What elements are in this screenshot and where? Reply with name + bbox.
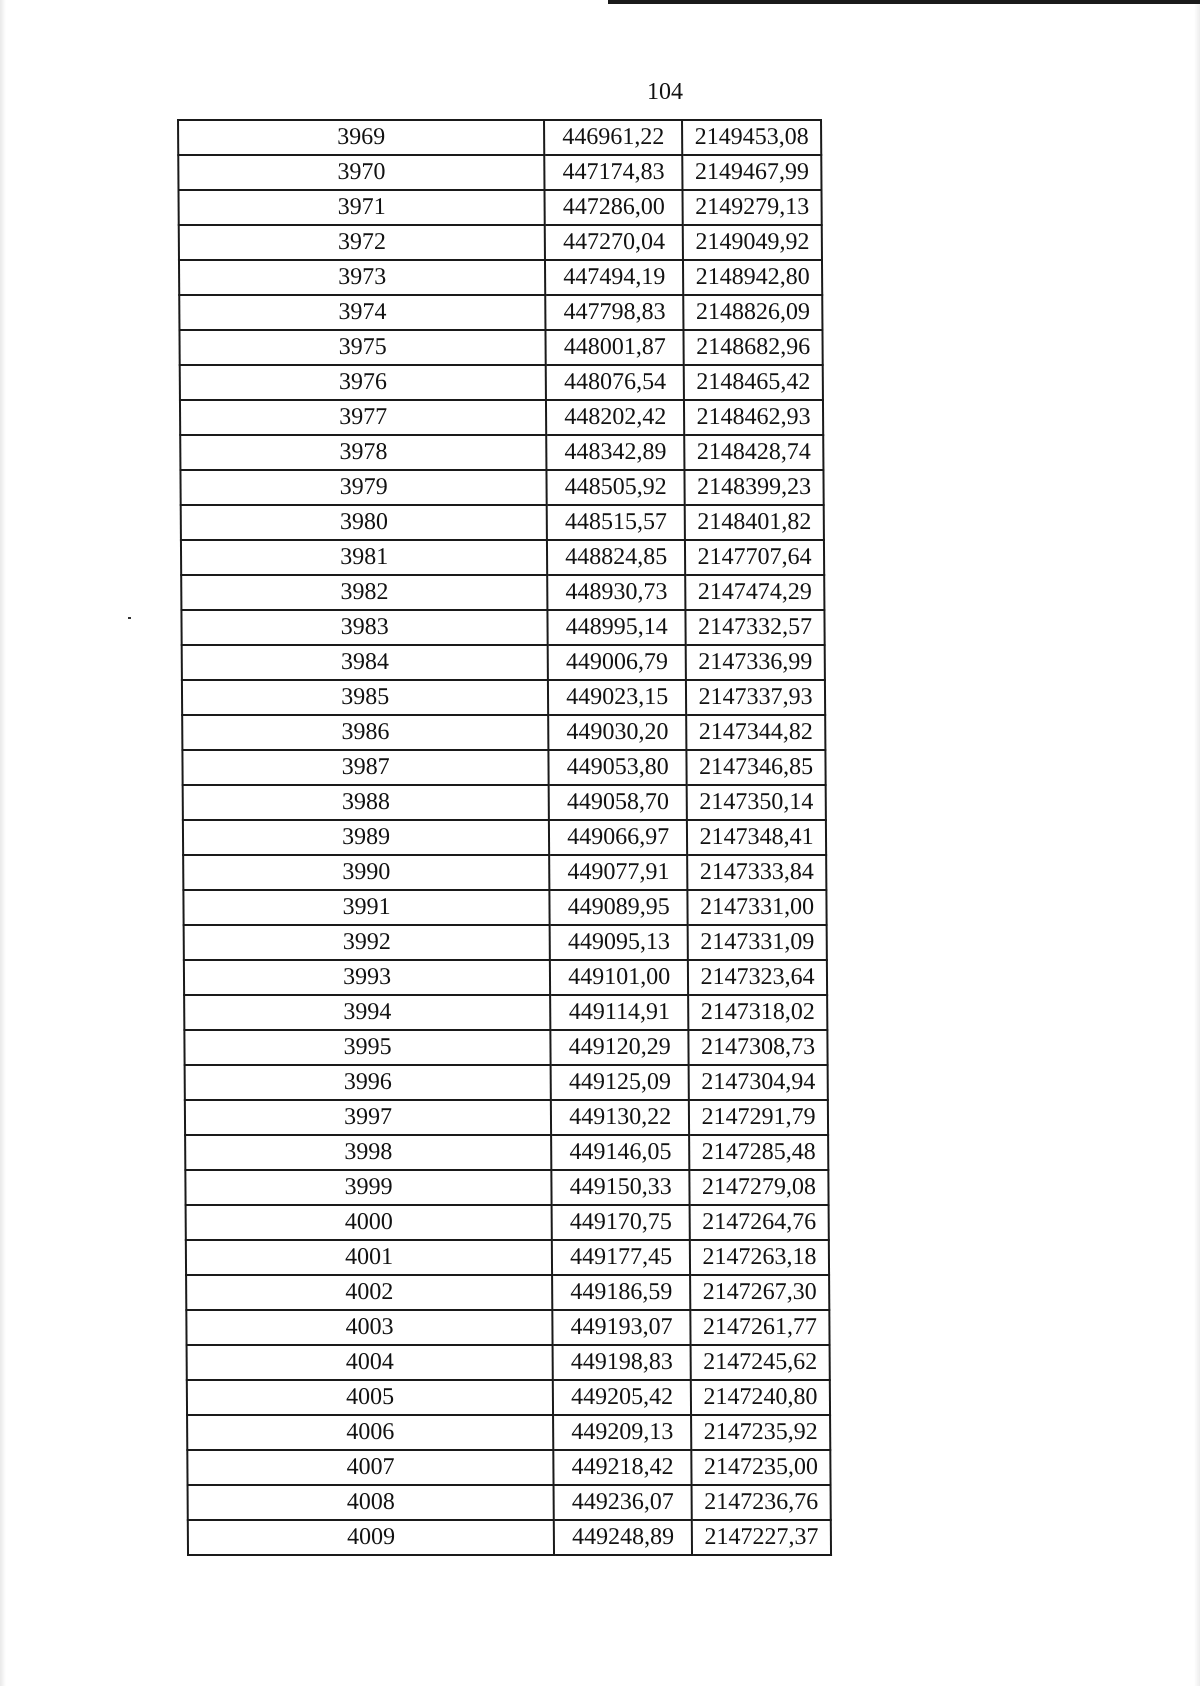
table-row (187, 1380, 830, 1415)
point-id-cell: 3992 (184, 925, 551, 960)
table-row (179, 295, 822, 330)
y-coordinate-cell: 2149049,92 (683, 225, 822, 260)
x-coordinate-cell: 449101,00 (550, 960, 688, 995)
y-coordinate-cell: 2148942,80 (683, 260, 822, 295)
table-row (181, 540, 824, 575)
table-row (180, 435, 823, 470)
table-row (184, 995, 827, 1030)
table-row (184, 960, 827, 995)
y-coordinate-cell: 2147333,84 (687, 855, 826, 890)
x-coordinate-cell: 449077,91 (549, 855, 687, 890)
point-id-cell: 3996 (185, 1065, 552, 1100)
table-row (178, 155, 821, 190)
table-row (178, 120, 821, 155)
point-id-cell: 3995 (184, 1030, 551, 1065)
y-coordinate-cell: 2147348,41 (687, 820, 826, 855)
point-id-cell: 3977 (180, 400, 547, 435)
x-coordinate-cell: 447494,19 (545, 260, 683, 295)
y-coordinate-cell: 2147263,18 (690, 1240, 829, 1275)
point-id-cell: 3978 (180, 435, 547, 470)
table-row (181, 505, 824, 540)
x-coordinate-cell: 449205,42 (553, 1380, 691, 1415)
x-coordinate-cell: 449066,97 (549, 820, 687, 855)
y-coordinate-cell: 2147236,76 (692, 1485, 831, 1520)
point-id-cell: 3990 (183, 855, 550, 890)
x-coordinate-cell: 446961,22 (544, 120, 682, 155)
table-row (183, 820, 826, 855)
point-id-cell: 4002 (186, 1275, 553, 1310)
table-row (185, 1170, 828, 1205)
x-coordinate-cell: 448001,87 (546, 330, 684, 365)
y-coordinate-cell: 2147227,37 (692, 1520, 831, 1555)
table-row (180, 365, 823, 400)
point-id-cell: 3993 (184, 960, 551, 995)
point-id-cell: 3987 (182, 750, 549, 785)
top-rule (608, 0, 1200, 4)
table-row (178, 190, 821, 225)
y-coordinate-cell: 2147707,64 (685, 540, 824, 575)
y-coordinate-cell: 2147331,09 (688, 925, 827, 960)
y-coordinate-cell: 2147346,85 (687, 750, 826, 785)
y-coordinate-cell: 2147331,00 (687, 890, 826, 925)
y-coordinate-cell: 2147261,77 (690, 1310, 829, 1345)
y-coordinate-cell: 2147291,79 (689, 1100, 828, 1135)
point-id-cell: 3972 (179, 225, 546, 260)
x-coordinate-cell: 449058,70 (549, 785, 687, 820)
point-id-cell: 3983 (181, 610, 548, 645)
x-coordinate-cell: 449030,20 (548, 715, 686, 750)
page-number: 104 (647, 79, 683, 105)
table-row (186, 1205, 829, 1240)
table-row (179, 330, 822, 365)
x-coordinate-cell: 447798,83 (545, 295, 683, 330)
x-coordinate-cell: 449209,13 (553, 1415, 691, 1450)
y-coordinate-cell: 2147235,00 (691, 1450, 830, 1485)
coordinates-table-body (178, 120, 831, 1555)
point-id-cell: 3973 (179, 260, 546, 295)
table-row (181, 575, 824, 610)
point-id-cell: 4009 (188, 1520, 555, 1555)
x-coordinate-cell: 447174,83 (545, 155, 683, 190)
x-coordinate-cell: 449120,29 (551, 1030, 689, 1065)
point-id-cell: 3984 (182, 645, 549, 680)
x-coordinate-cell: 448076,54 (546, 365, 684, 400)
x-coordinate-cell: 448342,89 (546, 435, 684, 470)
x-coordinate-cell: 449150,33 (552, 1170, 690, 1205)
point-id-cell: 3981 (181, 540, 548, 575)
point-id-cell: 3969 (178, 120, 545, 155)
table-row (182, 750, 825, 785)
point-id-cell: 4006 (187, 1415, 554, 1450)
y-coordinate-cell: 2147337,93 (686, 680, 825, 715)
point-id-cell: 4003 (186, 1310, 553, 1345)
point-id-cell: 3986 (182, 715, 549, 750)
table-row (186, 1310, 829, 1345)
point-id-cell: 3999 (185, 1170, 552, 1205)
y-coordinate-cell: 2147323,64 (688, 960, 827, 995)
y-coordinate-cell: 2147245,62 (691, 1345, 830, 1380)
y-coordinate-cell: 2147350,14 (687, 785, 826, 820)
x-coordinate-cell: 449053,80 (549, 750, 687, 785)
x-coordinate-cell: 448515,57 (547, 505, 685, 540)
point-id-cell: 3979 (180, 470, 547, 505)
x-coordinate-cell: 448995,14 (548, 610, 686, 645)
table-row (179, 225, 822, 260)
x-coordinate-cell: 449125,09 (551, 1065, 689, 1100)
point-id-cell: 3985 (182, 680, 549, 715)
x-coordinate-cell: 449218,42 (554, 1450, 692, 1485)
y-coordinate-cell: 2148401,82 (685, 505, 824, 540)
table-row (182, 645, 825, 680)
point-id-cell: 4004 (187, 1345, 554, 1380)
table-row (183, 785, 826, 820)
table-row (184, 1030, 827, 1065)
table-row (181, 610, 824, 645)
x-coordinate-cell: 449006,79 (548, 645, 686, 680)
y-coordinate-cell: 2148465,42 (684, 365, 823, 400)
table-row (186, 1240, 829, 1275)
y-coordinate-cell: 2147235,92 (691, 1415, 830, 1450)
table-row (185, 1100, 828, 1135)
y-coordinate-cell: 2147332,57 (686, 610, 825, 645)
x-coordinate-cell: 449095,13 (550, 925, 688, 960)
y-coordinate-cell: 2147308,73 (688, 1030, 827, 1065)
y-coordinate-cell: 2148682,96 (684, 330, 823, 365)
point-id-cell: 3971 (178, 190, 545, 225)
point-id-cell: 3997 (185, 1100, 552, 1135)
y-coordinate-cell: 2147344,82 (686, 715, 825, 750)
x-coordinate-cell: 449198,83 (553, 1345, 691, 1380)
x-coordinate-cell: 448202,42 (546, 400, 684, 435)
table-row (186, 1275, 829, 1310)
scan-edge-right (1194, 0, 1200, 1686)
y-coordinate-cell: 2147267,30 (690, 1275, 829, 1310)
x-coordinate-cell: 449089,95 (550, 890, 688, 925)
table-row (188, 1485, 831, 1520)
x-coordinate-cell: 449146,05 (551, 1135, 689, 1170)
x-coordinate-cell: 449186,59 (552, 1275, 690, 1310)
table-row (188, 1520, 831, 1555)
point-id-cell: 3998 (185, 1135, 552, 1170)
point-id-cell: 3988 (183, 785, 550, 820)
table-row (182, 680, 825, 715)
x-coordinate-cell: 449114,91 (550, 995, 688, 1030)
x-coordinate-cell: 449193,07 (553, 1310, 691, 1345)
y-coordinate-cell: 2149467,99 (682, 155, 821, 190)
y-coordinate-cell: 2147336,99 (686, 645, 825, 680)
y-coordinate-cell: 2147240,80 (691, 1380, 830, 1415)
y-coordinate-cell: 2147474,29 (685, 575, 824, 610)
y-coordinate-cell: 2148826,09 (683, 295, 822, 330)
table-row (187, 1345, 830, 1380)
x-coordinate-cell: 447270,04 (545, 225, 683, 260)
y-coordinate-cell: 2148428,74 (684, 435, 823, 470)
y-coordinate-cell: 2147318,02 (688, 995, 827, 1030)
table-row (183, 890, 826, 925)
coordinates-table (177, 119, 832, 1556)
x-coordinate-cell: 447286,00 (545, 190, 683, 225)
table-row (183, 855, 826, 890)
point-id-cell: 3975 (179, 330, 546, 365)
x-coordinate-cell: 448930,73 (547, 575, 685, 610)
x-coordinate-cell: 448505,92 (547, 470, 685, 505)
point-id-cell: 4005 (187, 1380, 554, 1415)
y-coordinate-cell: 2148399,23 (685, 470, 824, 505)
table-row (184, 925, 827, 960)
y-coordinate-cell: 2147285,48 (689, 1135, 828, 1170)
table-row (179, 260, 822, 295)
x-coordinate-cell: 449023,15 (548, 680, 686, 715)
table-row (180, 400, 823, 435)
y-coordinate-cell: 2147304,94 (689, 1065, 828, 1100)
y-coordinate-cell: 2148462,93 (684, 400, 823, 435)
point-id-cell: 4007 (187, 1450, 554, 1485)
point-id-cell: 3980 (181, 505, 548, 540)
y-coordinate-cell: 2149453,08 (682, 120, 821, 155)
y-coordinate-cell: 2149279,13 (683, 190, 822, 225)
table-row (182, 715, 825, 750)
scan-edge-left (0, 0, 6, 1686)
y-coordinate-cell: 2147264,76 (690, 1205, 829, 1240)
point-id-cell: 3976 (180, 365, 547, 400)
table-row (180, 470, 823, 505)
y-coordinate-cell: 2147279,08 (689, 1170, 828, 1205)
table-row (187, 1450, 830, 1485)
point-id-cell: 3982 (181, 575, 548, 610)
x-coordinate-cell: 449248,89 (554, 1520, 692, 1555)
point-id-cell: 4000 (186, 1205, 553, 1240)
point-id-cell: 3989 (183, 820, 550, 855)
table-row (187, 1415, 830, 1450)
x-coordinate-cell: 449130,22 (551, 1100, 689, 1135)
point-id-cell: 3974 (179, 295, 546, 330)
x-coordinate-cell: 449177,45 (552, 1240, 690, 1275)
table-row (185, 1065, 828, 1100)
point-id-cell: 4008 (188, 1485, 555, 1520)
point-id-cell: 3970 (178, 155, 545, 190)
x-coordinate-cell: 448824,85 (547, 540, 685, 575)
scan-speck (128, 617, 131, 619)
table-row (185, 1135, 828, 1170)
point-id-cell: 3994 (184, 995, 551, 1030)
point-id-cell: 4001 (186, 1240, 553, 1275)
x-coordinate-cell: 449170,75 (552, 1205, 690, 1240)
point-id-cell: 3991 (183, 890, 550, 925)
x-coordinate-cell: 449236,07 (554, 1485, 692, 1520)
